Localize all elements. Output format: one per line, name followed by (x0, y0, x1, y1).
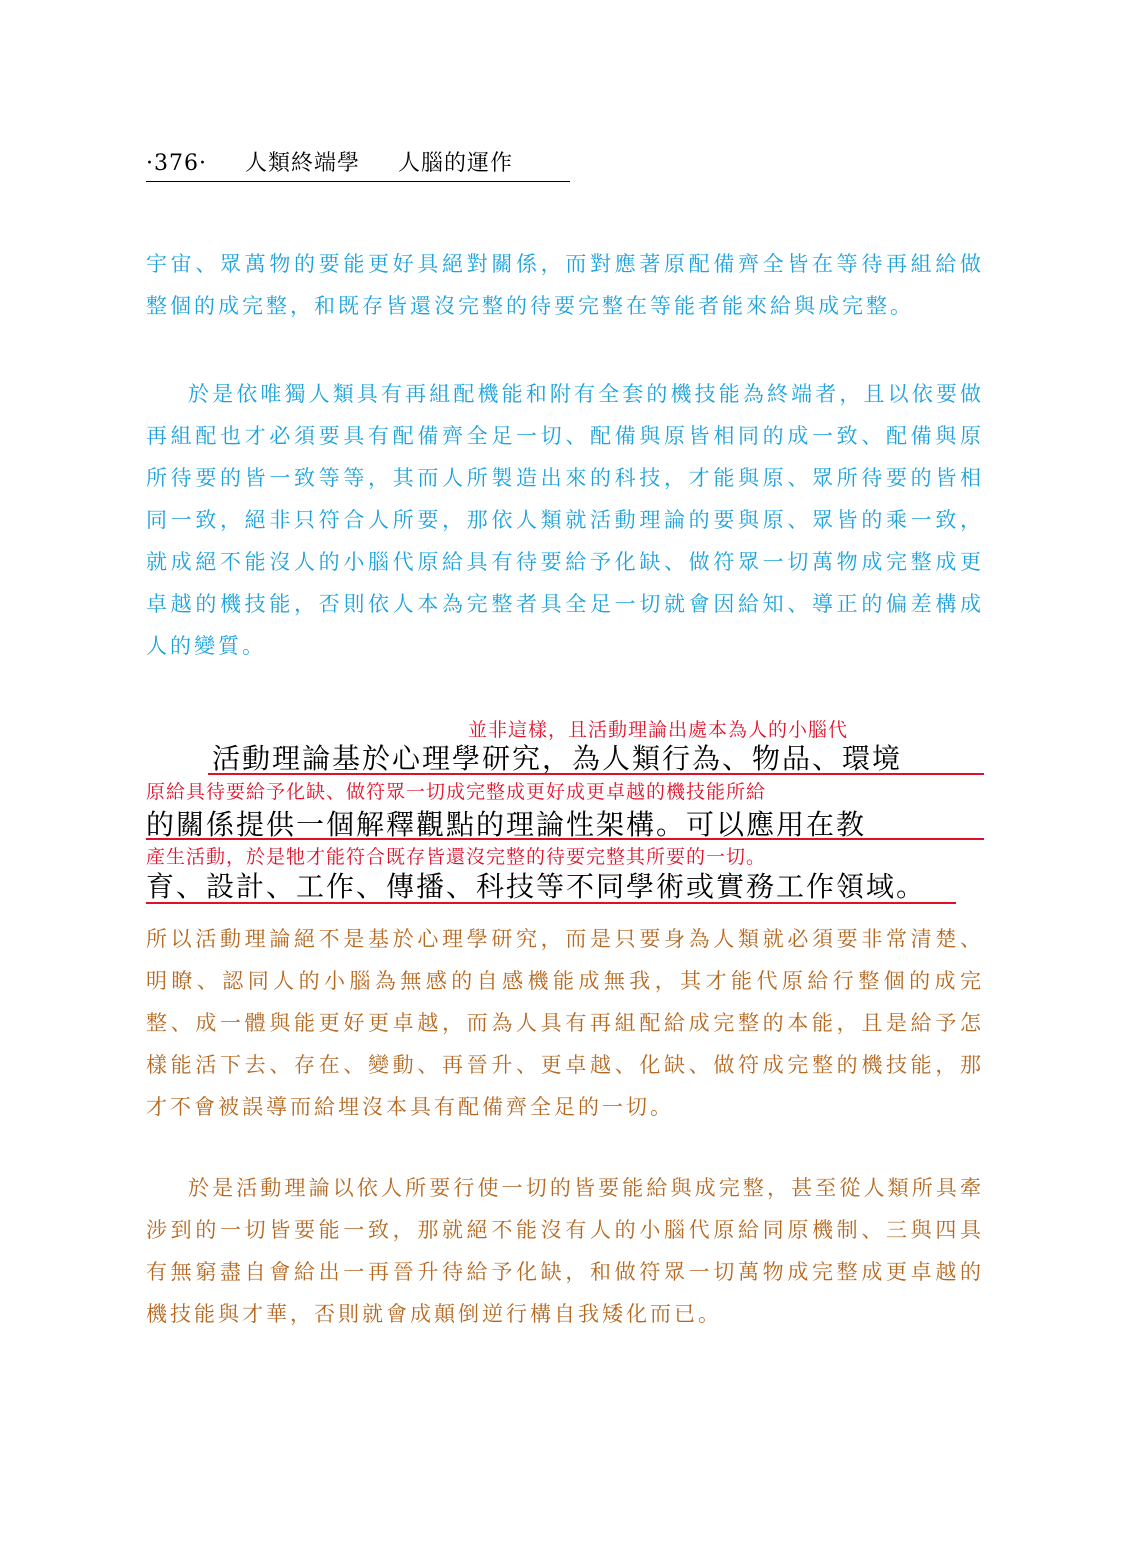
annotation-line-1: 並非這樣，且活動理論出處本為人的小腦代 (468, 719, 849, 741)
quoted-block (146, 714, 984, 914)
commentary-paragraph-4: 於是活動理論以依人所要行使一切的皆要能給與成完整，甚至從人類所具牽涉到的一切皆要能一致，那就絕不能沒有人的小腦代原給同原機制、三與四具有無窮盡自會給出一再晉升待給予化缺，和做符眾一切萬物成完整成更卓越的機技能與才華，否則就會成顛倒逆行構自我矮化而已。 (146, 1176, 984, 1326)
red-underline-2 (146, 838, 984, 840)
annotation-line-3: 產生活動，於是牠才能符合既存皆還沒完整的待要完整其所要的一切。 (146, 846, 767, 868)
running-header (146, 146, 570, 182)
commentary-paragraph-1: 宇宙、眾萬物的要能更好具絕對關係，而對應著原配備齊全皆在等待再組給做整個的成完整，和既存皆還沒完整的待要完整在等能者能來給與成完整。 (146, 252, 984, 318)
annotation-line-2: 原給具待要給予化缺、做符眾一切成完整成更好成更卓越的機技能所給 (146, 781, 767, 803)
quoted-line-3: 育、設計、工作、傳播、科技等不同學術或實務工作領域。 (146, 870, 927, 903)
quoted-line-1: 活動理論基於心理學研究，為人類行為、物品、環境 (212, 742, 903, 775)
commentary-paragraph-2: 於是依唯獨人類具有再組配機能和附有全套的機技能為終端者，且以依要做再組配也才必須要具有配備齊全足一切、配備與原皆相同的成一致、配備與原所待要的皆一致等等，其而人所製造出來的科技，才能與原、眾所待要的皆相同一致，絕非只符合人所要，那依人類就活動理論的要與原、眾皆的乘一致，就成絕不能沒人的小腦代原給具有待要給予化缺、做符眾一切萬物成完整成更卓越的機技能，否則依人本為完整者具全足一切就會因給知、導正的偏差構成人的變質。 (146, 382, 984, 658)
page-number: ·376· (146, 151, 207, 176)
quoted-line-2: 的關係提供一個解釋觀點的理論性架構。可以應用在教 (146, 808, 867, 841)
red-underline-1 (208, 773, 984, 775)
chapter-title: 人腦的運作 (398, 151, 514, 176)
red-underline-3 (146, 902, 956, 904)
commentary-paragraph-3: 所以活動理論絕不是基於心理學研究，而是只要身為人類就必須要非常清楚、明瞭、認同人的小腦為無感的自感機能成無我，其才能代原給行整個的成完整、成一體與能更好更卓越，而為人具有再組配給成完整的本能，且是給予怎樣能活下去、存在、變動、再晉升、更卓越、化缺、做符成完整的機技能，那才不會被誤導而給埋沒本具有配備齊全足的一切。 (146, 927, 984, 1119)
book-title: 人類終端學 (244, 151, 360, 176)
